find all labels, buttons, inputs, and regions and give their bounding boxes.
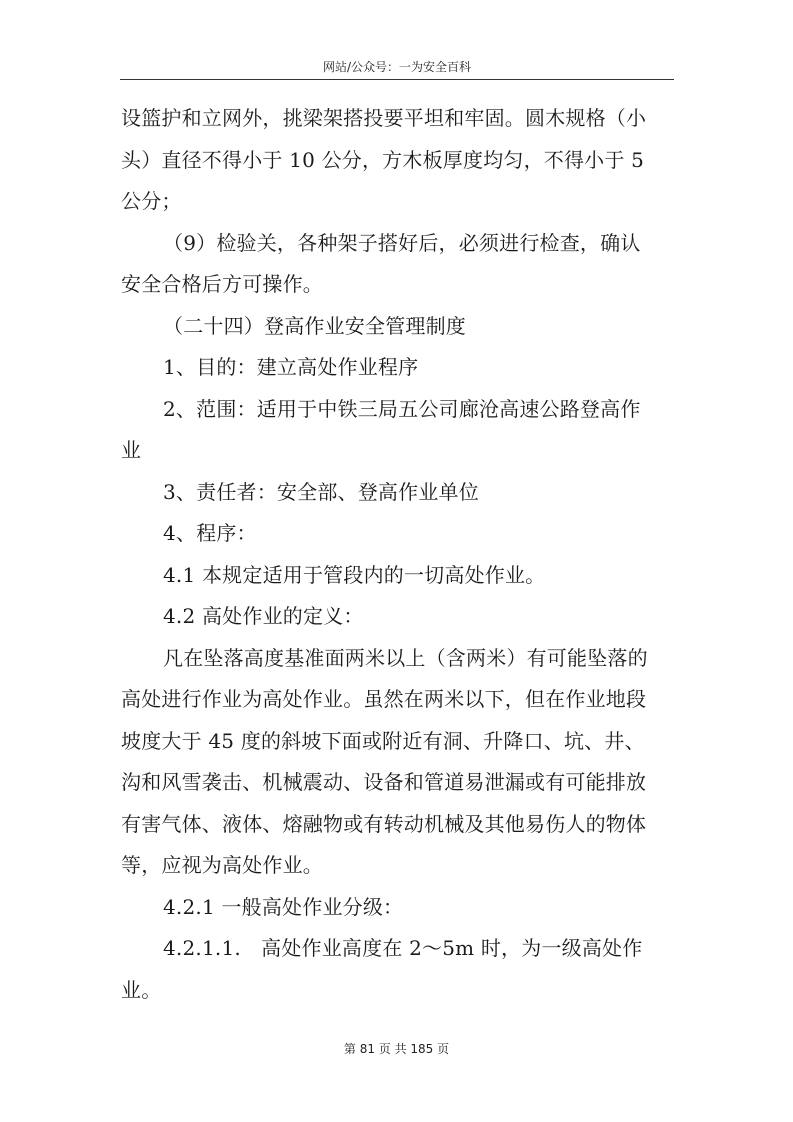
text-line: 4.2 高处作业的定义： [163, 604, 364, 628]
text-line: 公分； [121, 189, 182, 213]
document-body [121, 98, 675, 1011]
text-line: 高处进行作业为高处作业。虽然在两米以下，但在作业地段 [121, 687, 647, 711]
text-line: 头）直径不得小于 10 公分，方木板厚度均匀，不得小于 5 [121, 147, 645, 172]
text-line: 2、范围：适用于中铁三局五公司廊沧高速公路登高作 [163, 396, 641, 421]
text-line: 业 [121, 438, 142, 462]
text-line: 3、责任者：安全部、登高作业单位 [163, 479, 479, 504]
text-line: 4.2.1 一般高处作业分级： [163, 894, 404, 919]
text-line: 1、目的：建立高处作业程序 [163, 355, 419, 379]
text-line: 沟和风雪袭击、机械震动、设备和管道易泄漏或有可能排放 [121, 770, 647, 794]
text-line: 4.2.1.1. 高处作业高度在 2～5m 时，为一级高处作 [163, 936, 643, 960]
text-line: 安全合格后方可操作。 [121, 272, 323, 296]
text-line: 业。 [121, 977, 162, 1002]
header-divider [120, 79, 674, 80]
text-line: 4.1 本规定适用于管段内的一切高处作业。 [163, 562, 546, 587]
text-line: （二十四）登高作业安全管理制度 [163, 313, 466, 338]
text-line: 凡在坠落高度基准面两米以上（含两米）有可能坠落的 [163, 645, 648, 670]
text-line: 坡度大于 45 度的斜坡下面或附近有洞、升降口、坑、井、 [121, 728, 645, 753]
page-header: 网站/公众号：一为安全百科 [322, 60, 472, 74]
text-line: 设篮护和立网外，挑梁架搭投要平坦和牢固。圆木规格（小 [121, 106, 647, 130]
text-line: （9）检验关，各种架子搭好后，必须进行检查，确认 [163, 230, 641, 255]
text-line: 4、程序： [163, 521, 257, 545]
page-footer: 第 81 页 共 185 页 [343, 1042, 450, 1056]
text-line: 有害气体、液体、熔融物或有转动机械及其他易伤人的物体 [121, 811, 647, 836]
text-line: 等，应视为高处作业。 [121, 853, 323, 877]
